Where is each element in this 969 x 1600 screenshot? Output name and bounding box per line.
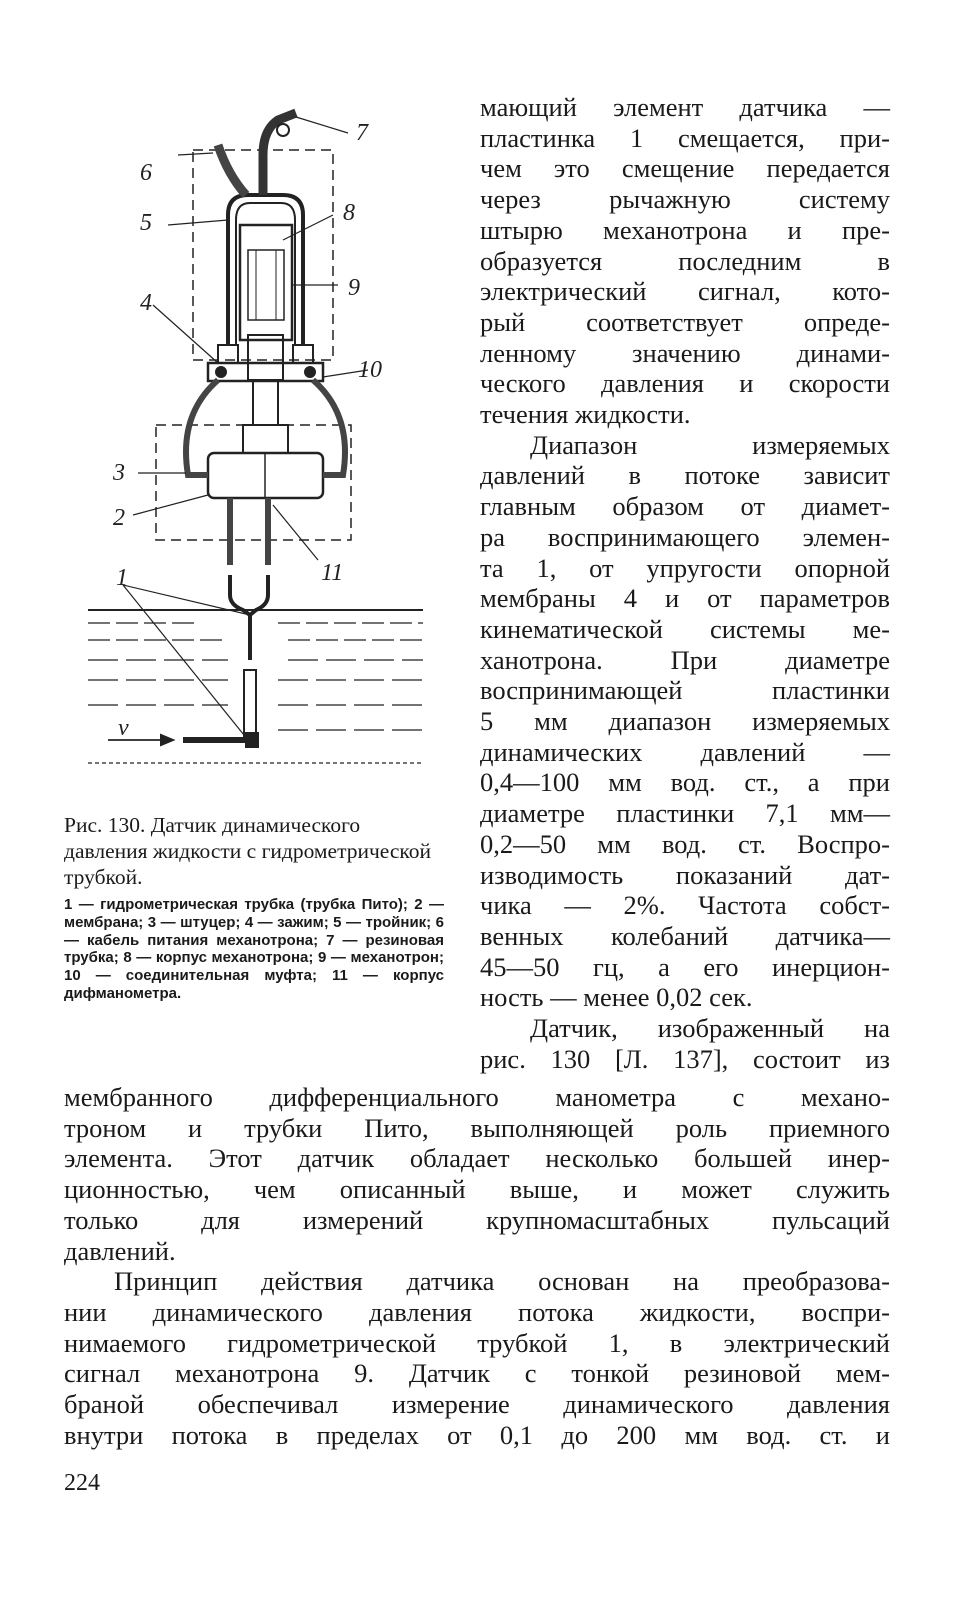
fig-label-6: 6 (140, 160, 152, 186)
page-number: 224 (64, 1470, 100, 1496)
text-line: рый соответствует опреде- (480, 306, 890, 337)
fig-label-4: 4 (140, 290, 152, 316)
text-line: мающий элемент датчика — (480, 92, 890, 122)
fig-label-11: 11 (321, 560, 344, 586)
fig-label-2: 2 (113, 505, 125, 531)
sensor-diagram (78, 95, 438, 785)
text-line: давлений в потоке зависит (480, 460, 890, 491)
fig-label-10: 10 (358, 357, 382, 383)
right-column-text (480, 92, 890, 1075)
text-line: ность — менее 0,02 сек. (480, 982, 753, 1013)
text-line: та 1, от упругости опорной (480, 552, 890, 583)
fig-label-8: 8 (343, 200, 355, 226)
text-line: диаметре пластинки 7,1 мм— (480, 798, 890, 829)
text-line: 45—50 гц, а его инерцион- (480, 951, 890, 982)
text-line: ционностью, чем описанный выше, и может служить (64, 1174, 890, 1205)
fig-label-5: 5 (140, 210, 152, 236)
text-line: мембраны 4 и от параметров (480, 583, 890, 614)
text-line: Диапазон измеряемых (530, 429, 890, 460)
paragraph-1 (480, 92, 890, 430)
text-line: ра воспринимающего элемен- (480, 521, 890, 552)
text-line: динамических давлений — (480, 736, 890, 767)
paragraph-4 (64, 1266, 890, 1450)
figure-legend: 1 — гидрометрическая трубка (трубка Пито); 2 — мембрана; 3 — штуцер; 4 — зажим; 5 — тройник; 6 — кабель питания механотрона; 7 — резиновая трубка; 8 — корпус механотрона; 9 — механотрон; 10 — соединительная муфта; 11 — корпус дифманометра. (64, 896, 444, 1002)
text-line: 0,4—100 мм вод. ст., а при (480, 767, 890, 798)
text-line: браной обеспечивал измерение динамического давления (64, 1389, 890, 1420)
text-line: электрический сигнал, кото- (480, 276, 890, 307)
text-line: внутри потока в пределах от 0,1 до 200 мм вод. ст. и (64, 1419, 890, 1450)
text-line: кинематической системы ме- (480, 613, 890, 644)
fig-label-v: v (118, 715, 129, 741)
full-width-text (64, 1082, 890, 1450)
text-line: ханотрона. При диаметре (480, 644, 890, 675)
text-line: ленному значению динами- (480, 337, 890, 368)
text-line: пластинка 1 смещается, при- (480, 122, 890, 153)
text-line: нимаемого гидрометрической трубкой 1, в электрический (64, 1327, 890, 1358)
text-line: главным образом от диамет- (480, 491, 890, 522)
text-line: изводимость показаний дат- (480, 859, 890, 890)
text-line: Принцип действия датчика основан на преобразова- (114, 1266, 890, 1297)
text-line: венных колебаний датчика— (480, 920, 890, 951)
text-line: ческого давления и скорости (480, 368, 890, 399)
text-line: давлений. (64, 1235, 176, 1266)
text-line: штырю механотрона и пре- (480, 214, 890, 245)
paragraph-2 (480, 430, 890, 1013)
fig-label-9: 9 (348, 275, 360, 301)
paragraph-3 (480, 1013, 890, 1074)
paragraph-3-continued (64, 1082, 890, 1266)
text-line: чем это смещение передается (480, 153, 890, 184)
text-line: 5 мм диапазон измеряемых (480, 706, 890, 737)
text-line: 0,2—50 мм вод. ст. Воспро- (480, 828, 890, 859)
text-line: через рычажную систему (480, 184, 890, 215)
text-line: Датчик, изображенный на (530, 1013, 890, 1044)
text-line: элемента. Этот датчик обладает несколько большей инер- (64, 1143, 890, 1174)
text-line: сигнал механотрона 9. Датчик с тонкой резиновой мем- (64, 1358, 890, 1389)
text-line: только для измерений крупномасштабных пульсаций (64, 1204, 890, 1235)
text-line: троном и трубки Пито, выполняющей роль приемного (64, 1112, 890, 1143)
fig-label-7: 7 (356, 120, 368, 146)
text-line: образуется последним в (480, 245, 890, 276)
text-line: течения жидкости. (480, 399, 691, 430)
text-line: рис. 130 [Л. 137], состоит из (480, 1043, 890, 1074)
fig-label-3: 3 (113, 460, 125, 486)
fig-label-1: 1 (116, 565, 128, 591)
figure-caption: Рис. 130. Датчик динамического давления жидкости с гидрометрической трубкой. (64, 813, 432, 889)
text-line: нии динамического давления потока жидкости, воспри- (64, 1296, 890, 1327)
text-line: чика — 2%. Частота собст- (480, 890, 890, 921)
text-line: мембранного дифференциального манометра с механо- (64, 1082, 890, 1112)
text-line: воспринимающей пластинки (480, 675, 890, 706)
